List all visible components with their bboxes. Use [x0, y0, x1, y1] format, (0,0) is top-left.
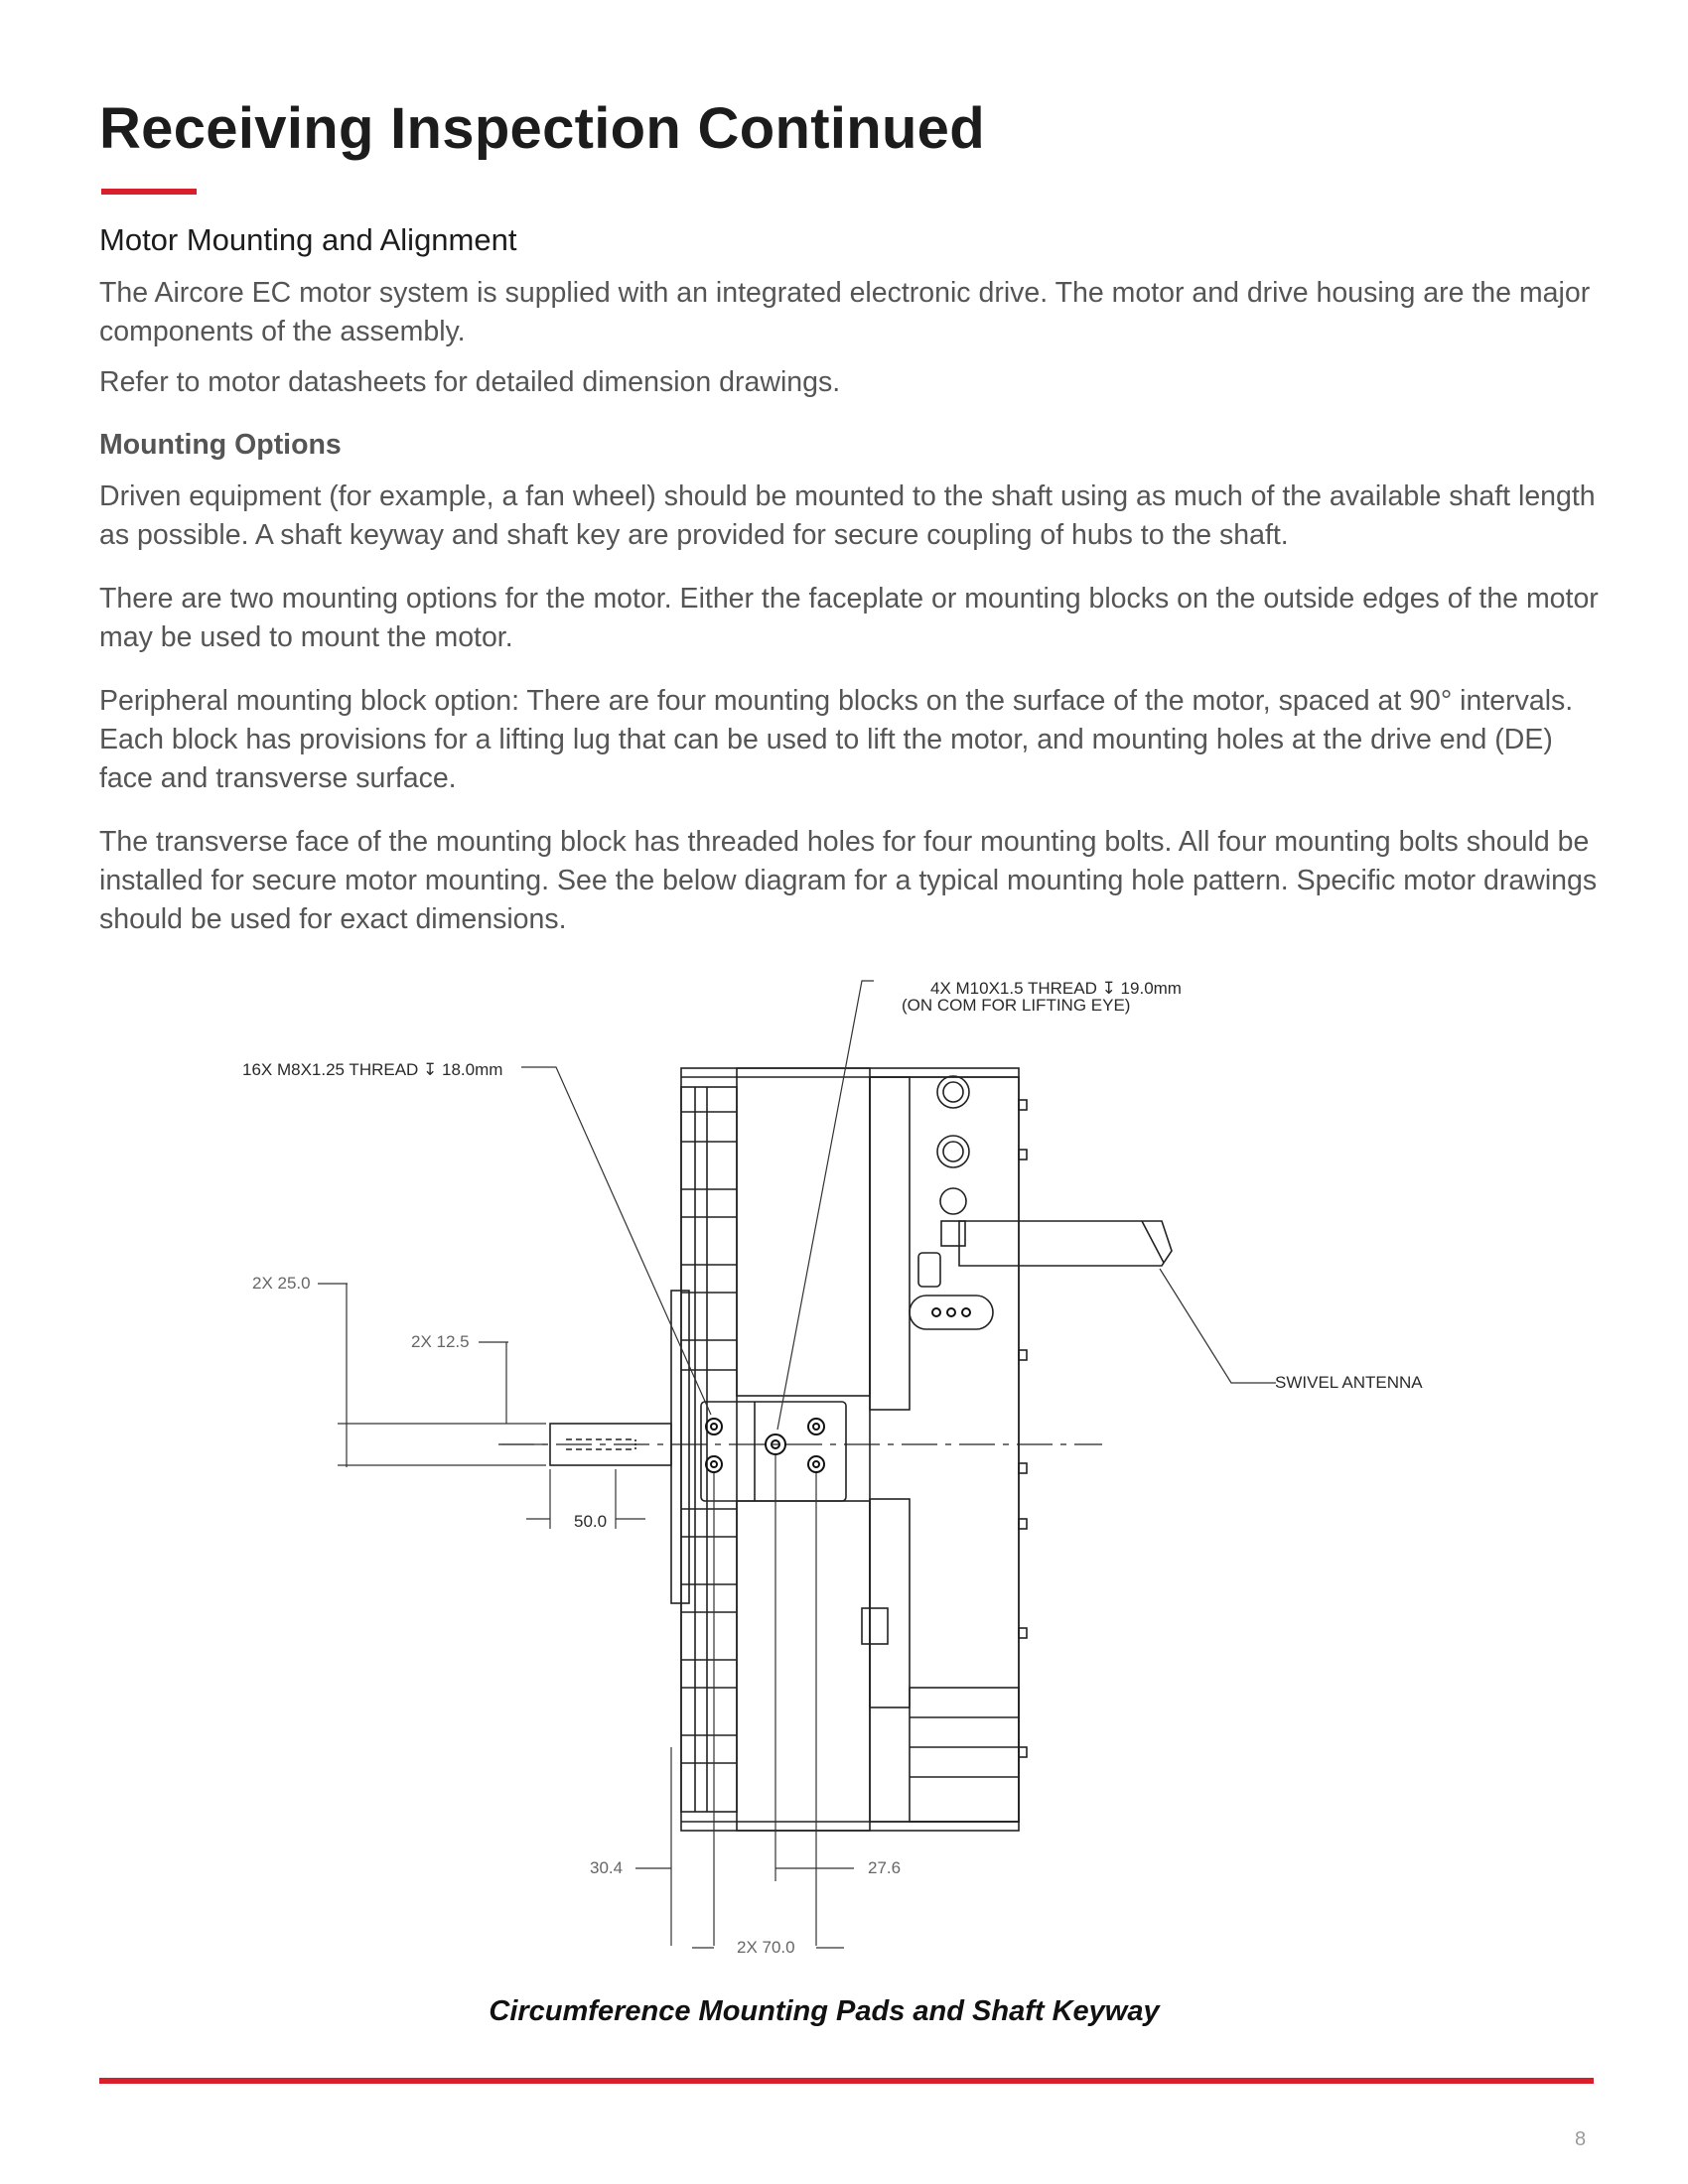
lower-mounting-block	[737, 1501, 870, 1831]
dim-2x-70: 2X 70.0	[737, 1938, 795, 1957]
connector-plate	[910, 1296, 993, 1329]
motor-mounting-diagram	[0, 968, 1688, 1990]
dim-50: 50.0	[574, 1512, 608, 1531]
page-number: 8	[1575, 2128, 1587, 2150]
diagram-caption: Circumference Mounting Pads and Shaft Keyway	[489, 1995, 1160, 2027]
title-accent-rule	[101, 189, 197, 195]
upper-mounting-block	[737, 1068, 870, 1396]
mounting-pad	[701, 1402, 846, 1501]
mounting-paragraph-4: The transverse face of the mounting block has threaded holes for four mounting bolts. All four mounting bolts should be installed for secure motor mounting. See the below diagram for a typical mounting hole pattern. Specific motor drawings should be used for exact dimensions.	[99, 826, 1598, 935]
dim-2x-25: 2X 25.0	[252, 1274, 311, 1293]
mounting-options-heading: Mounting Options	[99, 429, 342, 461]
footer-rule	[99, 2078, 1594, 2084]
intro-paragraph-1: The Aircore EC motor system is supplied with an integrated electronic drive. The motor and drive housing are the major components of the assembly.	[99, 277, 1591, 347]
page-title: Receiving Inspection Continued	[99, 96, 985, 161]
dim-30-4: 30.4	[590, 1858, 624, 1877]
callout-m8-thread: 16X M8X1.25 THREAD ↧ 18.0mm	[242, 1060, 503, 1079]
callout-swivel-antenna: SWIVEL ANTENNA	[1275, 1373, 1423, 1392]
dim-27-6: 27.6	[868, 1858, 902, 1877]
cable-gland-1	[937, 1076, 969, 1108]
intro-paragraph-2: Refer to motor datasheets for detailed dimension drawings.	[99, 366, 841, 398]
section-heading: Motor Mounting and Alignment	[99, 222, 517, 257]
swivel-antenna	[959, 1221, 1172, 1266]
dim-2x-12-5: 2X 12.5	[411, 1332, 470, 1351]
mounting-hole	[808, 1419, 824, 1434]
callout-m10-thread: 4X M10X1.5 THREAD ↧ 19.0mm	[930, 979, 1182, 998]
mounting-paragraph-3: Peripheral mounting block option: There are four mounting blocks on the surface of the motor, spaced at 90° intervals. Each block has provisions for a lifting lug that can be used to lift the motor, and mounting holes at the drive end (DE) face and transverse surface.	[99, 685, 1574, 794]
cable-gland-2	[937, 1136, 969, 1167]
mounting-paragraph-1: Driven equipment (for example, a fan wheel) should be mounted to the shaft using as much of the available shaft length as possible. A shaft keyway and shaft key are provided for secure coupling of hubs to the shaft.	[99, 480, 1596, 551]
drive-housing	[870, 1077, 1019, 1822]
mounting-hole	[706, 1419, 722, 1434]
motor-housing-outline	[681, 1068, 1019, 1831]
callout-m10-note: (ON COM FOR LIFTING EYE)	[902, 996, 1131, 1015]
mounting-hole	[706, 1456, 722, 1472]
mounting-hole	[808, 1456, 824, 1472]
mounting-paragraph-2: There are two mounting options for the motor. Either the faceplate or mounting blocks on the outside edges of the motor may be used to mount the motor.	[99, 583, 1599, 653]
